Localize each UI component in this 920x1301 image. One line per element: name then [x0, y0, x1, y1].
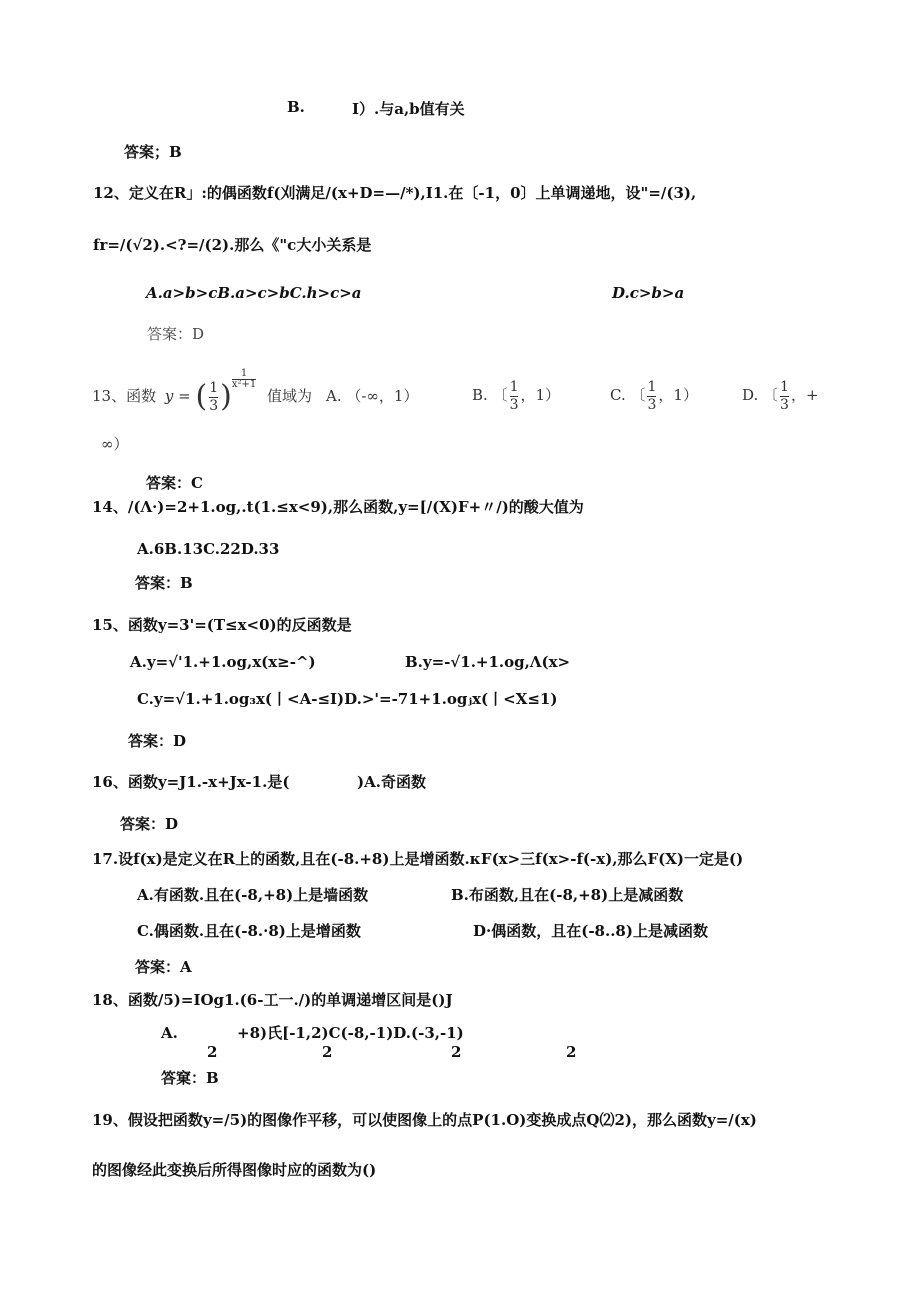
q13-answer: 答案：C [146, 474, 203, 492]
q18-subscript: 2 [322, 1043, 333, 1061]
q17-option-b: B.布函数,且在(-8,+8)上是减函数 [451, 886, 684, 904]
q12-line2: fr=/(√2).<?=/(2).那么《"c大小关系是 [93, 236, 372, 254]
q14-options: A.6B.13C.22D.33 [137, 540, 280, 558]
q15-option-b: B.y=-√1.+1.og,Λ(x> [405, 653, 571, 671]
q13-range-label: 值域为 [267, 387, 313, 405]
q12-line1: 12、定义在R」:的偶函数f(刈满足/(x+D=—/*),I1.在〔-1，0〕上单调递地，设"=/(3), [93, 184, 697, 202]
option-b-text: I）.与a,b值有关 [352, 100, 465, 118]
q13-line [92, 366, 312, 426]
q12-options-abc: A.a>b>cB.a>c>bC.h>c>a [146, 284, 362, 302]
q17-answer: 答案：A [135, 958, 192, 976]
q13-prefix: 13、函数 [92, 387, 157, 405]
q14-line: 14、/(Λ·)=2+1.og,.t(1.≤x<9),那么函数,y=[/(X)F+〃/)的酸大值为 [92, 498, 584, 516]
q18-line: 18、函数/5)=IOg1.(6-工一./)的单调递增区间是()J [92, 991, 453, 1009]
q15-option-a: A.y=√'1.+1.og,x(x≥-^) [130, 653, 316, 671]
q18-subscript: 2 [451, 1043, 462, 1061]
q12-option-d: D.c>b>a [612, 284, 685, 302]
q17-option-a: A.有函数.且在(-8,+8)上是墙函数 [137, 886, 369, 904]
q13-option-b: B. 〔 $\frac{1}{3}$ ，1） [472, 378, 561, 413]
q13-left-paren: ( [195, 379, 208, 414]
q18-option-a-label: A. [161, 1024, 178, 1042]
q18-answer: 答窠：B [161, 1069, 219, 1087]
q13-option-d: D. 〔 $\frac{1}{3}$ ，+ [742, 378, 819, 413]
q17-line: 17.设f(x)是定义在R上的函数,且在(-8.+8)上是增函数.κF(x>三f(x>-f(-x),那么F(X)一定是() [92, 850, 744, 868]
q13-option-c-fraction: $\frac{1}{3}$ [647, 378, 657, 413]
q18-options: +8)氏[-1,2)C(-8,-1)D.(-3,-1) [237, 1024, 464, 1042]
answer-partial: 答案；B [124, 143, 182, 161]
q13-exponent: $\frac{1}{\text{x²+1}}$ [231, 368, 257, 390]
q18-subscript: 2 [207, 1043, 218, 1061]
q16-line-b: )A.奇函数 [357, 773, 426, 791]
q13-option-d-fraction: $\frac{1}{3}$ [780, 378, 789, 413]
q19-line2: 的图像经此变换后所得图像时应的函数为() [92, 1161, 377, 1179]
q17-option-d: D·偶函数，且在(-8..8)上是减函数 [473, 922, 708, 940]
q15-options-cd: C.y=√1.+1.og₃x(丨<A-≤I)D.>'=-71+1.ogⱼx(丨<X≤1) [137, 690, 558, 708]
q16-answer: 答案：D [120, 815, 179, 833]
q14-answer: 答案：B [135, 574, 193, 592]
q13-option-b-fraction: $\frac{1}{3}$ [509, 378, 519, 413]
q13-continuation: ∞） [101, 435, 129, 453]
q19-line1: 19、假设把函数y=/5)的图像作平移，可以使图像上的点P(1.O)变换成点Q⑵2)，那么函数y=/(x) [92, 1111, 757, 1129]
q13-base-fraction: $\frac{1}{3}$ [209, 379, 219, 414]
q13-option-c: C. 〔 $\frac{1}{3}$ ，1） [610, 378, 698, 413]
q13-right-paren: ) [220, 379, 232, 414]
q12-answer: 答案：D [147, 325, 205, 343]
q15-answer: 答案：D [128, 732, 187, 750]
q13-y-eq: y = [164, 387, 191, 405]
q13-option-a: A. （-∞，1） [326, 387, 419, 405]
q18-subscript: 2 [566, 1043, 577, 1061]
q16-line-a: 16、函数y=J1.-x+Jx-1.是( [92, 773, 290, 791]
option-b-label: B. [287, 98, 305, 116]
q17-option-c: C.偶函数.且在(-8.·8)上是增函数 [137, 922, 361, 940]
q15-line: 15、函数y=3'=(T≤x<0)的反函数是 [92, 616, 352, 634]
